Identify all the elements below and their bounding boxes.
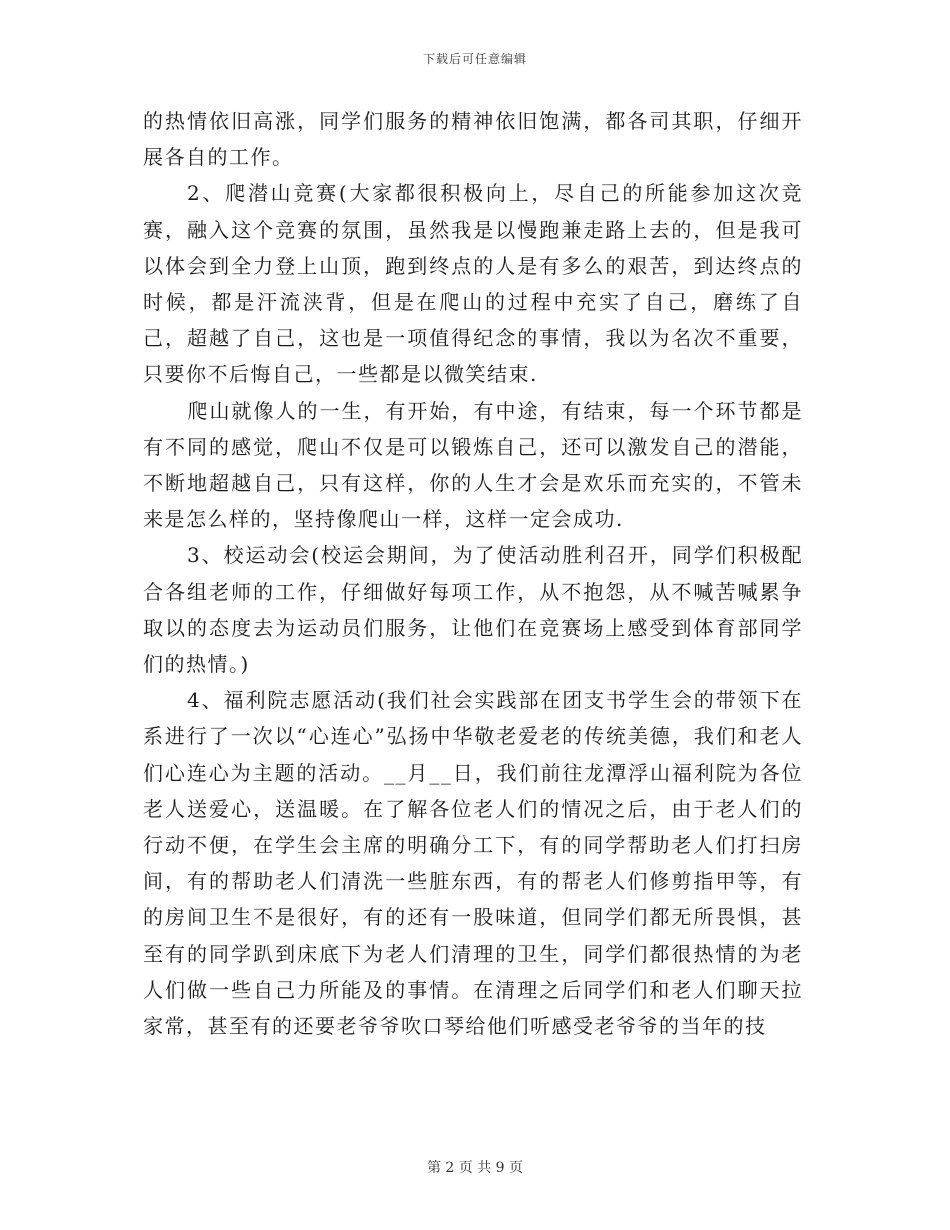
- paragraph-item-2: [143, 175, 803, 392]
- page-number: 第 2 页 共 9 页: [426, 1160, 524, 1176]
- paragraph-continuation: [143, 103, 803, 175]
- paragraph-item-4: [143, 682, 803, 1044]
- paragraph-text: 的热情依旧高涨，同学们服务的精神依旧饱满，都各司其职，仔细开展各自的工作。: [143, 109, 803, 170]
- paragraph-text: 4、福利院志愿活动(我们社会实践部在团支书学生会的带领下在系进行了一次以“心连心”弘扬中华敬老爱老的传统美德，我们和老人们心连心为主题的活动。__月__日，我们前往龙潭浮山福利院为各位老人送爱心，送温暖。在了解各位老人们的情况之后，由于老人们的行动不便，在学生会主席的明确分工下，有的同学帮助老人们打扫房间，有的帮助老人们清洗一些脏东西，有的帮老人们修剪指甲等，有的房间卫生不是很好，有的还有一股味道，但同学们都无所畏惧，甚至有的同学趴到床底下为老人们清理的卫生，同学们都很热情的为老人们做一些自己力所能及的事情。在清理之后同学们和老人们聊天拉家常，甚至有的还要老爷爷吹口琴给他们听感受老爷爷的当年的技: [143, 688, 803, 1039]
- page-header-note: 下载后可任意编辑: [422, 52, 527, 66]
- document-body: [143, 103, 803, 1044]
- paragraph-item-3: [143, 537, 803, 682]
- paragraph-text: 3、校运动会(校运会期间，为了使活动胜利召开，同学们积极配合各组老师的工作，仔细做好每项工作，从不抱怨，从不喊苦喊累争取以的态度去为运动员们服务，让他们在竞赛场上感受到体育部同学们的热情。): [143, 543, 803, 677]
- paragraph-climbing-reflection: [143, 393, 803, 538]
- paragraph-text: 爬山就像人的一生，有开始，有中途，有结束，每一个环节都是有不同的感觉，爬山不仅是可以锻炼自己，还可以激发自己的潜能，不断地超越自己，只有这样，你的人生才会是欢乐而充实的，不管未来是怎么样的，坚持像爬山一样，这样一定会成功.: [143, 398, 803, 532]
- paragraph-text: 2、爬潜山竞赛(大家都很积极向上，尽自己的所能参加这次竞赛，融入这个竞赛的氛围，虽然我是以慢跑兼走路上去的，但是我可以体会到全力登上山顶，跑到终点的人是有多么的艰苦，到达终点的时候，都是汗流浃背，但是在爬山的过程中充实了自己，磨练了自己，超越了自己，这也是一项值得纪念的事情，我以为名次不重要，只要你不后悔自己，一些都是以微笑结束.: [143, 181, 803, 387]
